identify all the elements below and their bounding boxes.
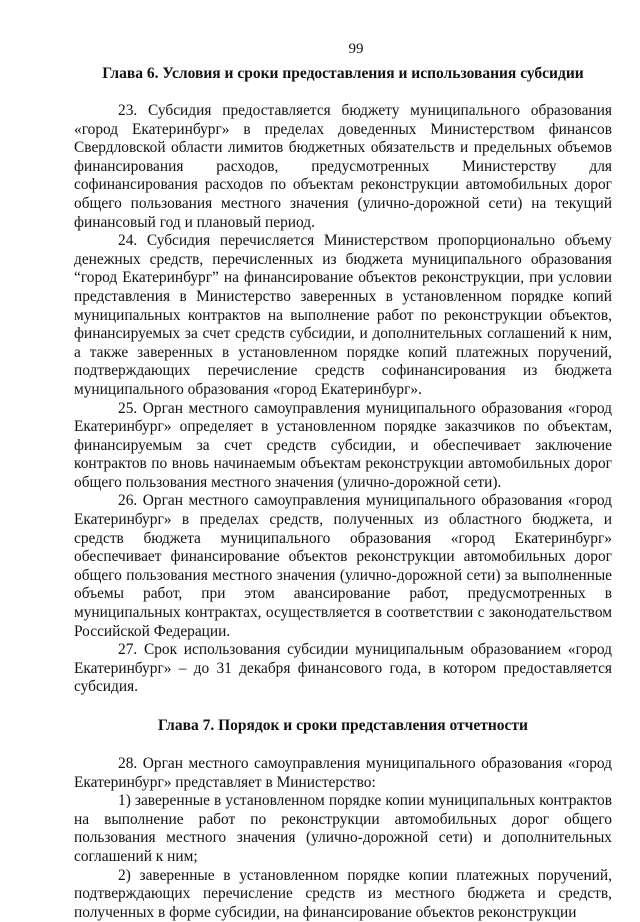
paragraph-27: 27. Срок использования субсидии муниципальным образованием «город Екатеринбург» – до 31 декабря финансового года, в котором предоставляется субсидия. bbox=[74, 641, 612, 696]
paragraph-28-item-1: 1) заверенные в установленном порядке копии муниципальных контрактов на выполнение работ по реконструкции автомобильных дорог общего пользования местного значения (улично-дорожной сети) и дополнительных соглашений к ним; bbox=[74, 792, 612, 865]
paragraph-28-item-2: 2) заверенные в установленном порядке копии платежных поручений, подтверждающих перечисление средств из местного бюджета и средств, полученных в форме субсидии, на финансирование объектов реконструкции bbox=[74, 866, 612, 921]
paragraph-26: 26. Орган местного самоуправления муниципального образования «город Екатеринбург» в пределах средств, полученных из областного бюджета, и средств бюджета муниципального образования «город Екатеринбург» обеспечивает финансирование объектов реконструкции автомобильных дорог общего пользования местного значения (улично-дорожной сети) за выполненные объемы работ, при этом авансирование работ, предусмотренных в муниципальных контрактах, осуществляется в соответствии с законодательством Российской Федерации. bbox=[74, 492, 612, 640]
paragraph-24: 24. Субсидия перечисляется Министерством пропорционально объему денежных средств, перечисленных из бюджета муниципального образования “город Екатеринбург” на финансирование объектов реконструкции, при условии представления в Министерство заверенных в установленном порядке копий муниципальных контрактов на выполнение работ по реконструкции объектов, финансируемых за счет средств субсидии, и дополнительных соглашений к ним, а также заверенных в установленном порядке копий платежных поручений, подтверждающих перечисление средств софинансирования из бюджета муниципального образования «город Екатеринбург». bbox=[74, 232, 612, 398]
chapter-6-heading: Глава 6. Условия и сроки предоставления и использования субсидии bbox=[102, 65, 584, 82]
paragraph-25: 25. Орган местного самоуправления муниципального образования «город Екатеринбург» определяет в установленном порядке заказчиков по объектам, финансируемым за счет средств субсидии, и обеспечивает заключение контрактов по вновь начинаемым объектам реконструкции автомобильных дорог общего пользования местного значения (улично-дорожной сети). bbox=[74, 399, 612, 491]
paragraph-23: 23. Субсидия предоставляется бюджету муниципального образования «город Екатеринбург» в пределах доведенных Министерством финансов Свердловской области лимитов бюджетных обязательств и предельных объемов финансирования расходов, предусмотренных Министерству для софинансирования расходов по объектам реконструкции автомобильных дорог общего пользования местного значения (улично-дорожной сети) на текущий финансовый год и плановый период. bbox=[74, 102, 612, 231]
document-page bbox=[74, 40, 612, 922]
page-number: 99 bbox=[348, 41, 364, 57]
paragraph-28: 28. Орган местного самоуправления муниципального образования «город Екатеринбург» представляет в Министерство: bbox=[74, 755, 612, 791]
chapter-7-heading: Глава 7. Порядок и сроки представления отчетности bbox=[158, 717, 528, 734]
